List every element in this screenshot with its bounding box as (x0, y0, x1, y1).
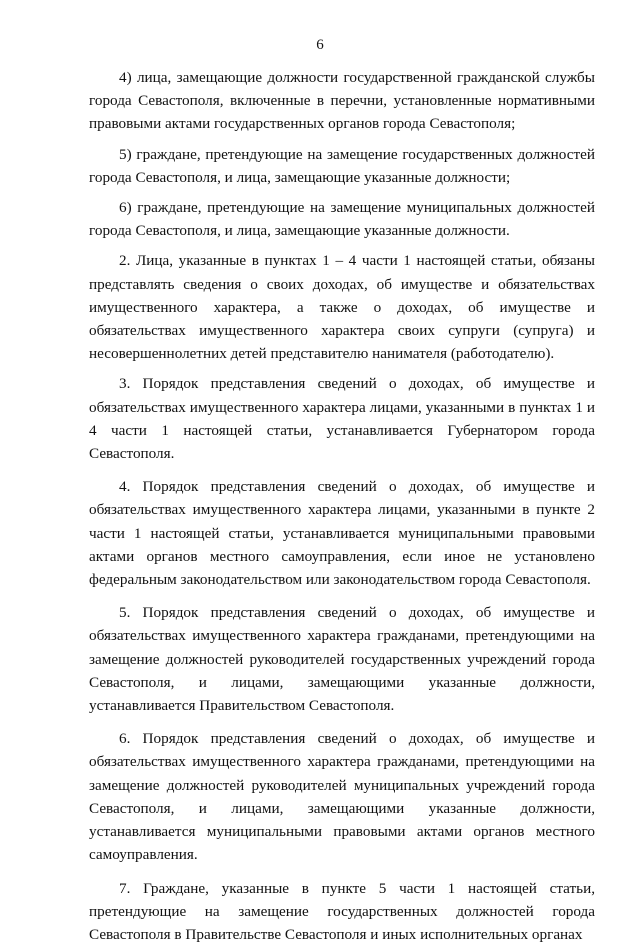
paragraph-item-4: 4) лица, замещающие должности государственной гражданской службы города Севастополя, включенные в перечни, установленные нормативными правовыми актами государственных органов города Севастополя; (89, 66, 595, 136)
document-body (89, 66, 595, 946)
paragraph-section-7: 7. Граждане, указанные в пункте 5 части 1 настоящей статьи, претендующие на замещение государственных должностей города Севастополя в Правительстве Севастополя и иных исполнительных органах (89, 877, 595, 946)
paragraph-section-2: 2. Лица, указанные в пунктах 1 – 4 части 1 настоящей статьи, обязаны представлять сведения о своих доходах, об имуществе и обязательствах имущественного характера, а также о доходах, об имуществе и обязательствах имущественного характера своих супруги (супруга) и несовершеннолетних детей представителю нанимателя (работодателю). (89, 249, 595, 365)
paragraph-section-4: 4. Порядок представления сведений о доходах, об имуществе и обязательствах имущественного характера лицами, указанными в пункте 2 части 1 настоящей статьи, устанавливается муниципальными правовыми актами органов местного самоуправления, если иное не установлено федеральным законодательством или законодательством города Севастополя. (89, 475, 595, 591)
paragraph-item-5: 5) граждане, претендующие на замещение государственных должностей города Севастополя, и лица, замещающие указанные должности; (89, 143, 595, 189)
paragraph-item-6: 6) граждане, претендующие на замещение муниципальных должностей города Севастополя, и лица, замещающие указанные должности. (89, 196, 595, 242)
page-number: 6 (0, 36, 640, 54)
paragraph-section-6: 6. Порядок представления сведений о доходах, об имуществе и обязательствах имущественного характера гражданами, претендующими на замещение должностей руководителей муниципальных учреждений города Севастополя, и лицами, замещающими указанные должности, устанавливается муниципальными правовыми актами органов местного самоуправления. (89, 727, 595, 866)
paragraph-section-3: 3. Порядок представления сведений о доходах, об имуществе и обязательствах имущественного характера лицами, указанными в пунктах 1 и 4 части 1 настоящей статьи, устанавливается Губернатором города Севастополя. (89, 372, 595, 465)
paragraph-section-5: 5. Порядок представления сведений о доходах, об имуществе и обязательствах имущественного характера гражданами, претендующими на замещение должностей руководителей государственных учреждений города Севастополя, и лицами, замещающими указанные должности, устанавливается Правительством Севастополя. (89, 601, 595, 717)
